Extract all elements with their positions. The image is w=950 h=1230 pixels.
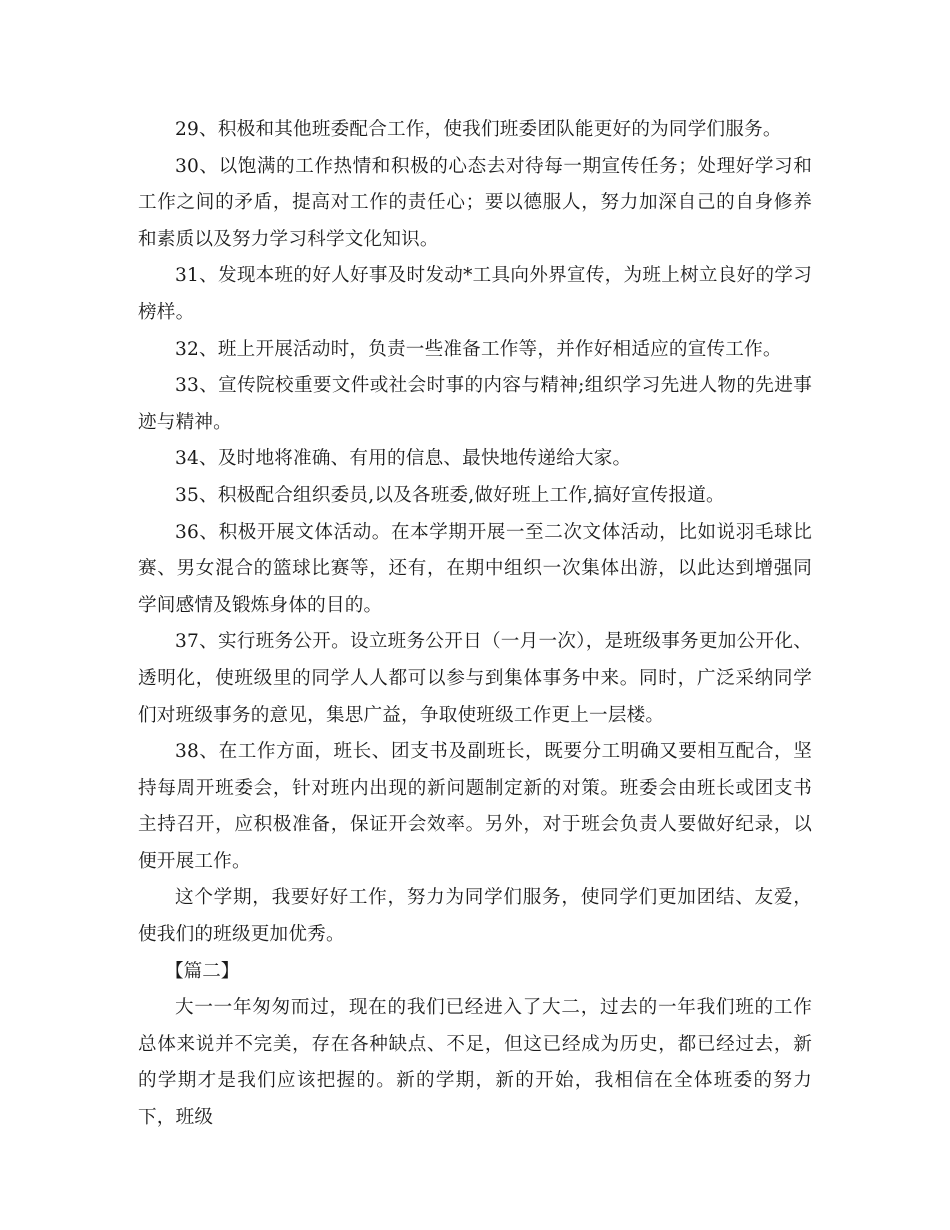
paragraph-item-35: 35、积极配合组织委员,以及各班委,做好班上工作,搞好宣传报道。	[175, 484, 725, 506]
paragraph-item-34: 34、及时地将准确、有用的信息、最快地传递给大家。	[175, 448, 632, 470]
paragraph-item-30: 30、以饱满的工作热情和积极的心态去对待每一期宣传任务；处理好学习和工作之间的矛盾，提高对工作的责任心；要以德服人，努力加深自己的自身修养和素质以及努力学习科学文化知识。	[138, 155, 812, 250]
section-paragraph: 大一一年匆匆而过，现在的我们已经进入了大二，过去的一年我们班的工作总体来说并不完美，存在各种缺点、不足，但这已经成为历史，都已经过去，新的学期才是我们应该把握的。新的学期，新的开始，我相信在全体班委的努力下，班级	[138, 997, 812, 1129]
paragraph-item-33: 33、宣传院校重要文件或社会时事的内容与精神;组织学习先进人物的先进事迹与精神。	[138, 375, 812, 433]
paragraph-item-38: 38、在工作方面，班长、团支书及副班长，既要分工明确又要相互配合，坚持每周开班委会，针对班内出现的新问题制定新的对策。班委会由班长或团支书主持召开，应积极准备，保证开会效率。另外，对于班会负责人要做好纪录，以便开展工作。	[138, 741, 812, 872]
paragraph-item-37: 37、实行班务公开。设立班务公开日（一月一次），是班级事务更加公开化、透明化，使班级里的同学人人都可以参与到集体事务中来。同时，广泛采纳同学们对班级事务的意见，集思广益，争取使班级工作更上一层楼。	[138, 631, 812, 726]
paragraph-item-31: 31、发现本班的好人好事及时发动*工具向外界宣传，为班上树立良好的学习榜样。	[138, 265, 812, 323]
paragraph-item-36: 36、积极开展文体活动。在本学期开展一至二次文体活动，比如说羽毛球比赛、男女混合的篮球比赛等，还有，在期中组织一次集体出游，以此达到增强同学间感情及锻炼身体的目的。	[138, 521, 812, 616]
paragraph-item-29: 29、积极和其他班委配合工作，使我们班委团队能更好的为同学们服务。	[175, 119, 782, 140]
closing-paragraph: 这个学期，我要好好工作，努力为同学们服务，使同学们更加团结、友爱，使我们的班级更加优秀。	[138, 887, 812, 946]
document-page	[138, 112, 812, 1137]
paragraph-item-32: 32、班上开展活动时，负责一些准备工作等，并作好相适应的宣传工作。	[175, 338, 782, 360]
section-heading: 【篇二】	[165, 960, 240, 982]
